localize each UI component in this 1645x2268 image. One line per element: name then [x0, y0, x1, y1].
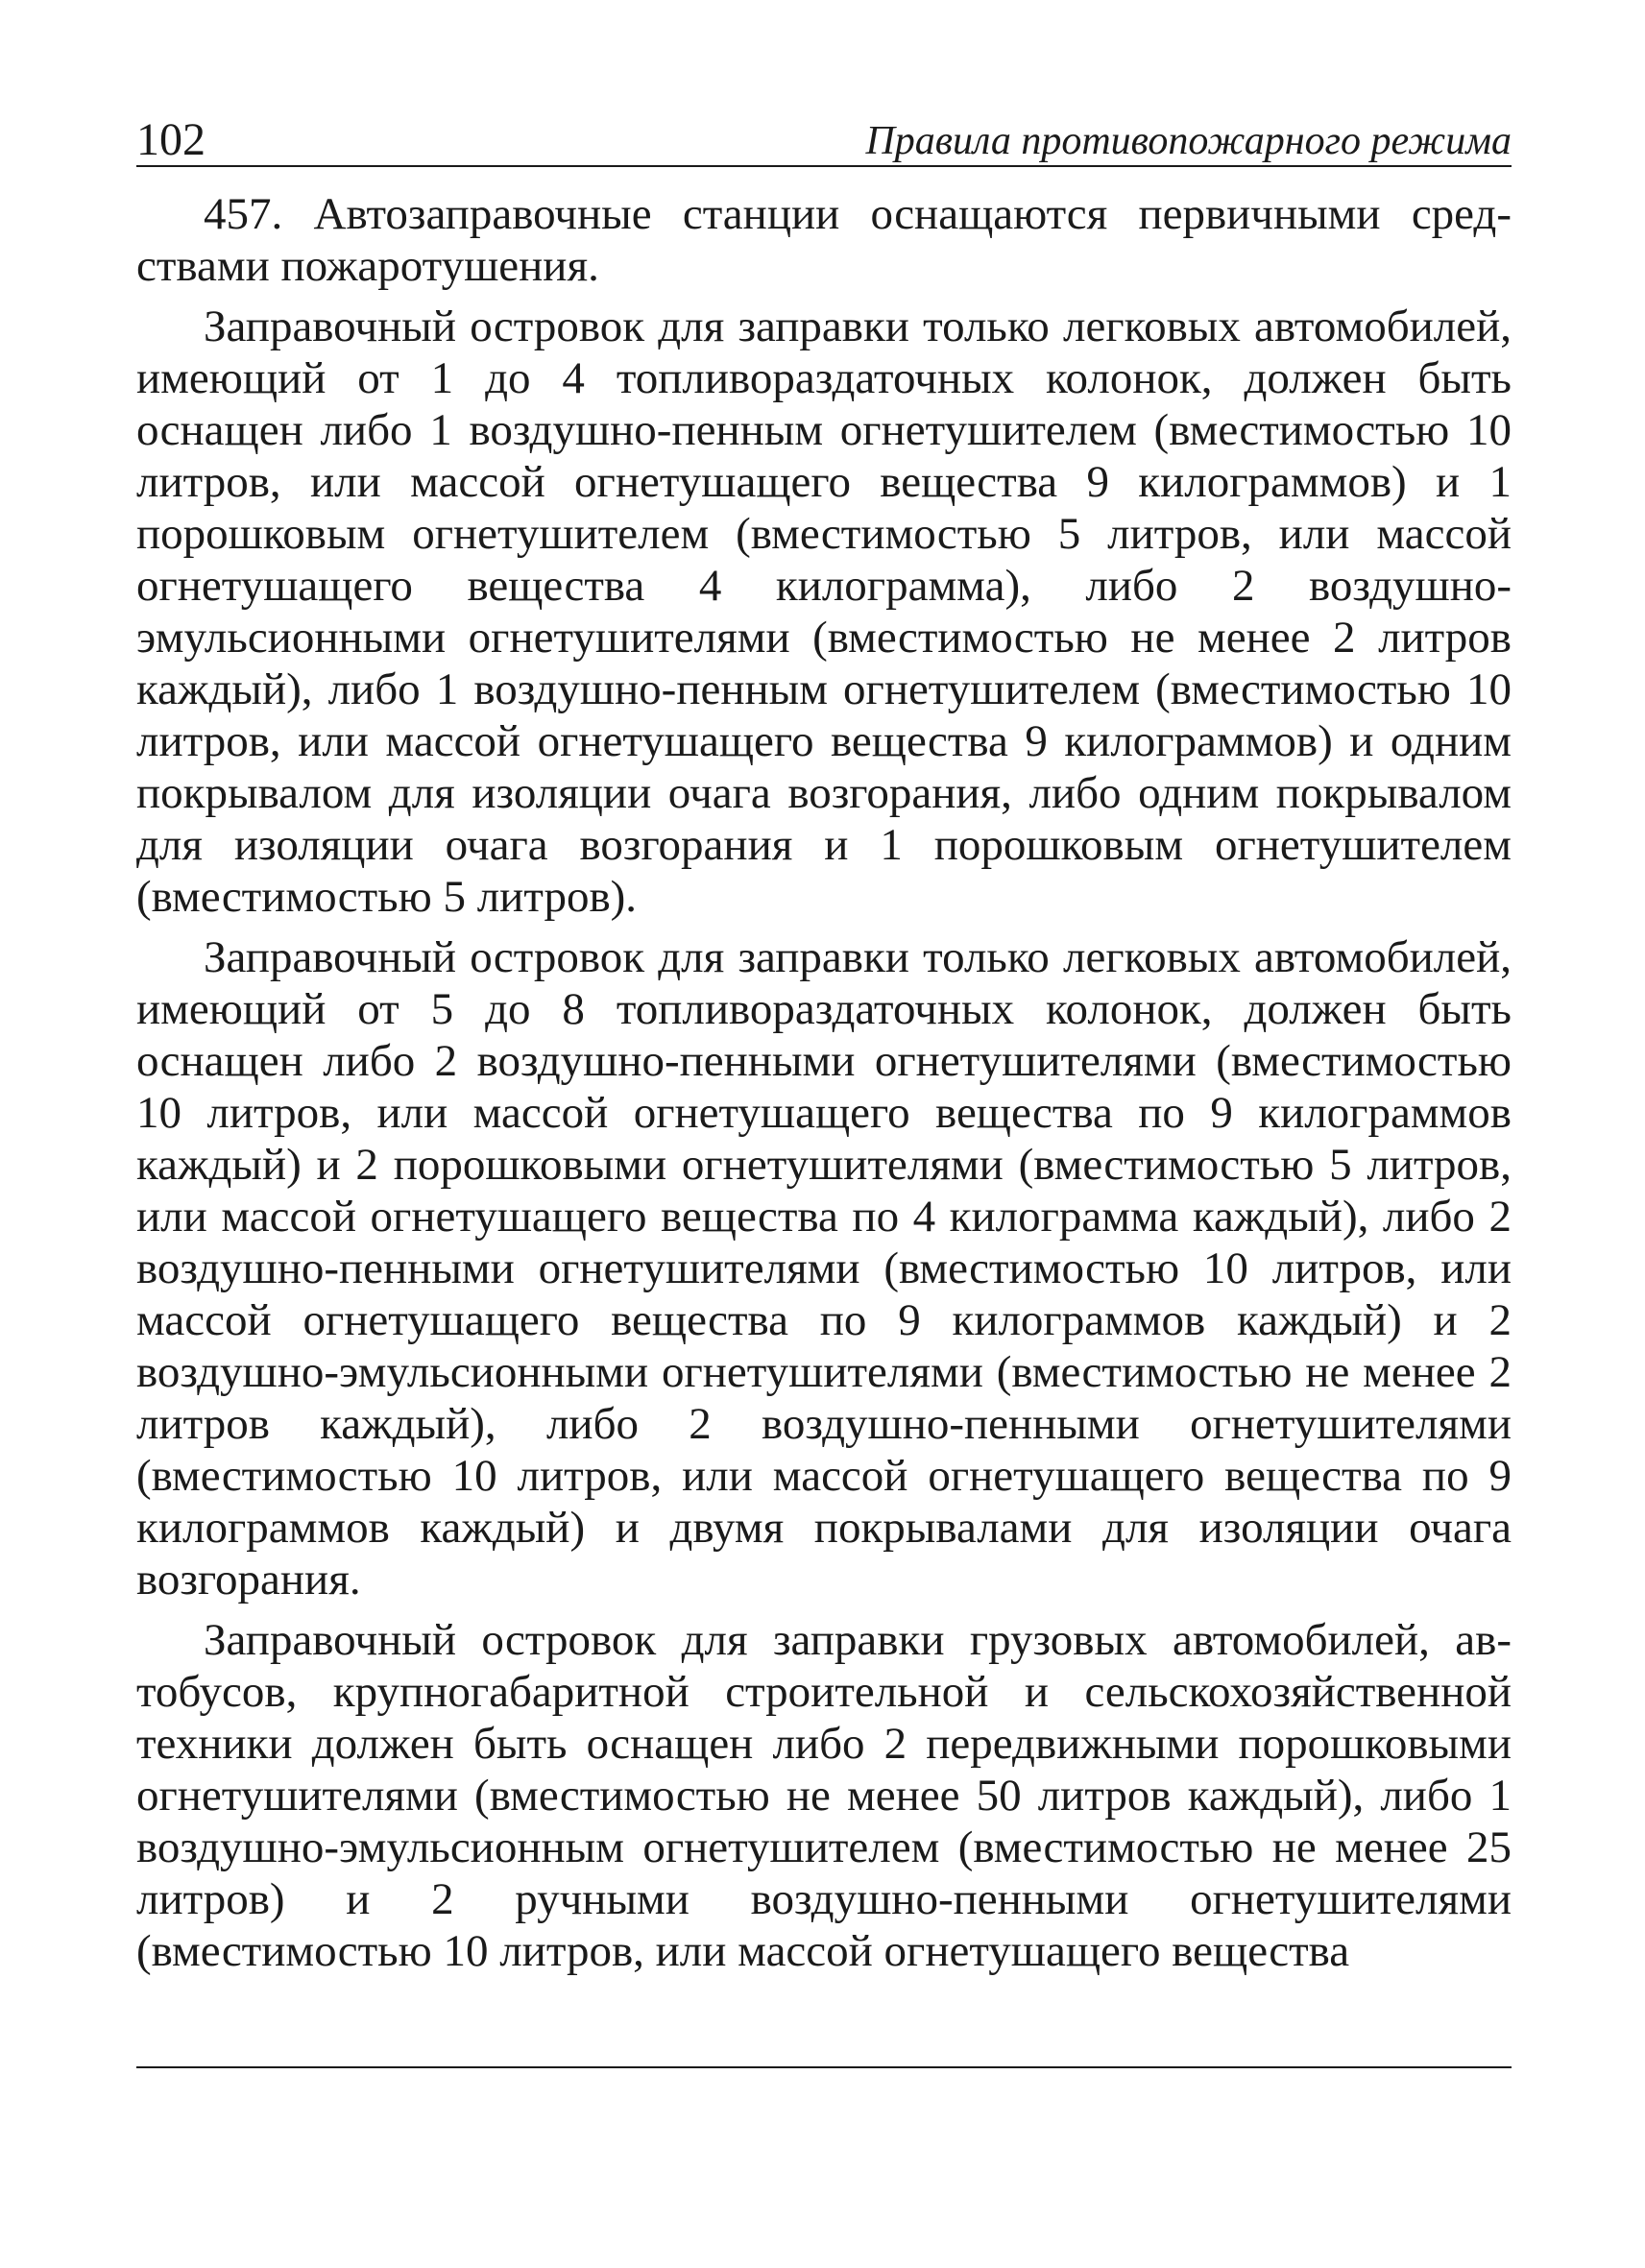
body-text — [136, 188, 1512, 1977]
bottom-rule — [136, 2066, 1512, 2068]
running-title: Правила противопожарного режима — [865, 119, 1512, 163]
page — [136, 108, 1512, 1986]
running-header — [136, 108, 1512, 167]
paragraph-pumps-5-8: Заправочный островок для заправки только легковых автомобилей, имеющий от 5 до 8 топливораздаточных колонок, должен быть оснащен либо 2 воздушно-пенными огнетушителями (вместимостью 10 литров, или массой огнетушащего вещества по 9 килограммов каждый) и 2 порошковыми огнетушителями (вместимостью 5 литров, или массой огнетушащего вещества по 4 килограмма каждый), либо 2 воздушно-пенными огнетушителями (вместимостью 10 литров, или массой огнетушащего вещества по 9 килограммов каждый) и 2 воздушно-эмульсионными огнетушителями (вместимостью не менее 2 литров каждый), либо 2 воздушно-пенными огнетушителями (вместимостью 10 литров, или массой огнетушащего вещества по 9 килограммов каждый) и двумя покрывалами для изоляции очага возгорания. — [136, 932, 1512, 1604]
page-number: 102 — [136, 114, 206, 165]
paragraph-457: 457. Автозаправочные станции оснащаются первичными средствами пожаротушения. — [136, 189, 1512, 291]
paragraph-pumps-1-4: Заправочный островок для заправки только легковых автомобилей, имеющий от 1 до 4 топливораздаточных колонок, должен быть оснащен либо 1 воздушно-пенным огнетушителем (вместимостью 10 литров, или массой огнетушащего вещества 9 килограммов) и 1 порошковым огнетушителем (вместимостью 5 литров, или массой огнетушащего вещества 4 килограмма), либо 2 воздушно-эмульсионными огнетушителями (вместимостью не менее 2 литров каждый), либо 1 воздушно-пенным огнетушителем (вместимостью 10 литров, или массой огнетушащего вещества 9 килограммов) и одним покрывалом для изоляции очага возгорания, либо одним покрывалом для изоляции очага возгорания и 1 порошковым огнетушителем (вместимостью 5 литров). — [136, 302, 1512, 922]
paragraph-trucks: Заправочный островок для заправки грузовых автомобилей, автобусов, крупногабаритной строительной и сельскохозяйственной техники должен быть оснащен либо 2 передвижными порошковыми огнетушителями (вместимостью не менее 50 литров каждый), либо 1 воздушно-эмульсионным огнетушителем (вместимостью не менее 25 литров) и 2 ручными воздушно-пенными огнетушителями (вместимостью 10 литров, или массой огнетушащего вещества — [136, 1615, 1512, 1976]
